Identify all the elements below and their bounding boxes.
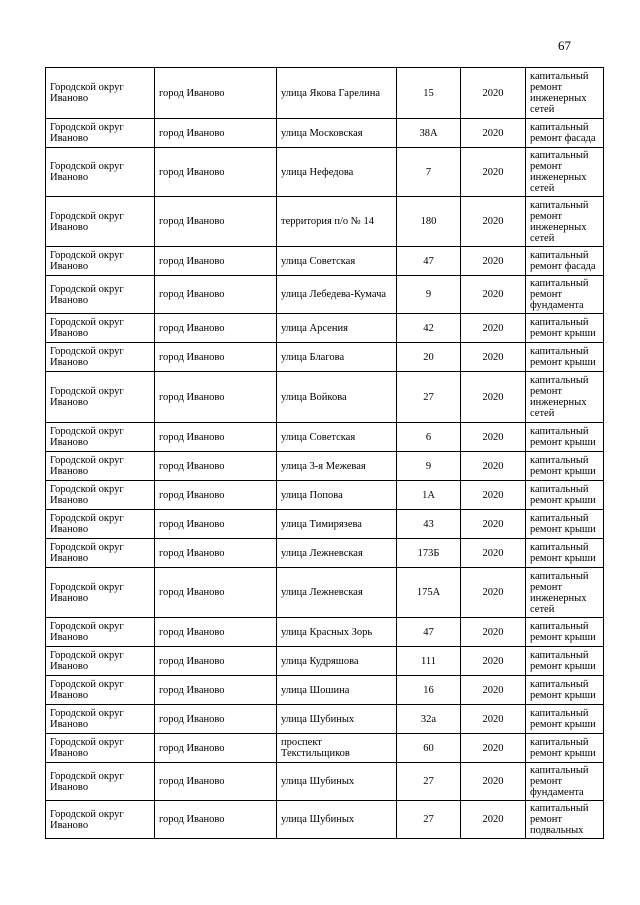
house-cell: 180: [397, 197, 461, 247]
district-cell: Городской округ Иваново: [46, 276, 155, 314]
work-type-cell: капитальный ремонт крыши: [526, 423, 604, 452]
work-type-cell: капитальный ремонт фасада: [526, 119, 604, 148]
city-cell: город Иваново: [155, 247, 277, 276]
street-cell: улица Якова Гарелина: [277, 68, 397, 119]
year-cell: 2020: [461, 314, 526, 343]
work-type-cell: капитальный ремонт крыши: [526, 452, 604, 481]
district-cell: Городской округ Иваново: [46, 452, 155, 481]
house-cell: 27: [397, 372, 461, 423]
table-row: [46, 119, 604, 148]
table-row: [46, 801, 604, 839]
house-cell: 27: [397, 801, 461, 839]
year-cell: 2020: [461, 801, 526, 839]
year-cell: 2020: [461, 148, 526, 197]
year-cell: 2020: [461, 647, 526, 676]
city-cell: город Иваново: [155, 539, 277, 568]
district-cell: Городской округ Иваново: [46, 197, 155, 247]
district-cell: Городской округ Иваново: [46, 148, 155, 197]
city-cell: город Иваново: [155, 276, 277, 314]
street-cell: улица Шошина: [277, 676, 397, 705]
table-row: [46, 763, 604, 801]
year-cell: 2020: [461, 68, 526, 119]
street-cell: территория п/о № 14: [277, 197, 397, 247]
city-cell: город Иваново: [155, 452, 277, 481]
repair-registry-table: [45, 67, 604, 839]
district-cell: Городской округ Иваново: [46, 481, 155, 510]
year-cell: 2020: [461, 247, 526, 276]
house-cell: 1А: [397, 481, 461, 510]
work-type-cell: капитальный ремонт крыши: [526, 734, 604, 763]
table-row: [46, 510, 604, 539]
city-cell: город Иваново: [155, 68, 277, 119]
district-cell: Городской округ Иваново: [46, 801, 155, 839]
work-type-cell: капитальный ремонт фасада: [526, 247, 604, 276]
house-cell: 16: [397, 676, 461, 705]
year-cell: 2020: [461, 481, 526, 510]
district-cell: Городской округ Иваново: [46, 705, 155, 734]
city-cell: город Иваново: [155, 314, 277, 343]
work-type-cell: капитальный ремонт инженерных сетей: [526, 372, 604, 423]
work-type-cell: капитальный ремонт крыши: [526, 539, 604, 568]
house-cell: 175А: [397, 568, 461, 618]
street-cell: улица Благова: [277, 343, 397, 372]
table-row: [46, 539, 604, 568]
city-cell: город Иваново: [155, 705, 277, 734]
work-type-cell: капитальный ремонт подвальных: [526, 801, 604, 839]
city-cell: город Иваново: [155, 423, 277, 452]
city-cell: город Иваново: [155, 763, 277, 801]
district-cell: Городской округ Иваново: [46, 734, 155, 763]
house-cell: 47: [397, 247, 461, 276]
house-cell: 7: [397, 148, 461, 197]
table-row: [46, 568, 604, 618]
table-row: [46, 452, 604, 481]
table-row: [46, 481, 604, 510]
year-cell: 2020: [461, 734, 526, 763]
street-cell: улица Советская: [277, 247, 397, 276]
street-cell: улица Тимирязева: [277, 510, 397, 539]
house-cell: 60: [397, 734, 461, 763]
year-cell: 2020: [461, 452, 526, 481]
table-row: [46, 197, 604, 247]
year-cell: 2020: [461, 119, 526, 148]
district-cell: Городской округ Иваново: [46, 343, 155, 372]
house-cell: 15: [397, 68, 461, 119]
table-row: [46, 734, 604, 763]
work-type-cell: капитальный ремонт крыши: [526, 705, 604, 734]
year-cell: 2020: [461, 372, 526, 423]
table-row: [46, 423, 604, 452]
house-cell: 20: [397, 343, 461, 372]
district-cell: Городской округ Иваново: [46, 119, 155, 148]
street-cell: улица Советская: [277, 423, 397, 452]
table-row: [46, 314, 604, 343]
work-type-cell: капитальный ремонт крыши: [526, 510, 604, 539]
district-cell: Городской округ Иваново: [46, 618, 155, 647]
work-type-cell: капитальный ремонт крыши: [526, 676, 604, 705]
street-cell: улица Кудряшова: [277, 647, 397, 676]
work-type-cell: капитальный ремонт инженерных сетей: [526, 148, 604, 197]
house-cell: 47: [397, 618, 461, 647]
city-cell: город Иваново: [155, 197, 277, 247]
street-cell: улица Шубиных: [277, 801, 397, 839]
work-type-cell: капитальный ремонт инженерных сетей: [526, 68, 604, 119]
district-cell: Городской округ Иваново: [46, 423, 155, 452]
district-cell: Городской округ Иваново: [46, 763, 155, 801]
year-cell: 2020: [461, 568, 526, 618]
street-cell: улица 3-я Межевая: [277, 452, 397, 481]
table-row: [46, 705, 604, 734]
district-cell: Городской округ Иваново: [46, 372, 155, 423]
district-cell: Городской округ Иваново: [46, 568, 155, 618]
city-cell: город Иваново: [155, 510, 277, 539]
district-cell: Городской округ Иваново: [46, 247, 155, 276]
year-cell: 2020: [461, 705, 526, 734]
table-row: [46, 276, 604, 314]
street-cell: улица Лежневская: [277, 568, 397, 618]
street-cell: улица Красных Зорь: [277, 618, 397, 647]
district-cell: Городской округ Иваново: [46, 676, 155, 705]
work-type-cell: капитальный ремонт фундамента: [526, 763, 604, 801]
district-cell: Городской округ Иваново: [46, 539, 155, 568]
city-cell: город Иваново: [155, 119, 277, 148]
year-cell: 2020: [461, 763, 526, 801]
work-type-cell: капитальный ремонт инженерных сетей: [526, 197, 604, 247]
house-cell: 43: [397, 510, 461, 539]
street-cell: улица Попова: [277, 481, 397, 510]
city-cell: город Иваново: [155, 568, 277, 618]
house-cell: 32а: [397, 705, 461, 734]
city-cell: город Иваново: [155, 676, 277, 705]
district-cell: Городской округ Иваново: [46, 68, 155, 119]
street-cell: улица Лебедева-Кумача: [277, 276, 397, 314]
work-type-cell: капитальный ремонт инженерных сетей: [526, 568, 604, 618]
city-cell: город Иваново: [155, 148, 277, 197]
year-cell: 2020: [461, 276, 526, 314]
table-row: [46, 676, 604, 705]
work-type-cell: капитальный ремонт крыши: [526, 314, 604, 343]
city-cell: город Иваново: [155, 618, 277, 647]
work-type-cell: капитальный ремонт крыши: [526, 481, 604, 510]
street-cell: улица Нефедова: [277, 148, 397, 197]
district-cell: Городской округ Иваново: [46, 510, 155, 539]
city-cell: город Иваново: [155, 647, 277, 676]
work-type-cell: капитальный ремонт крыши: [526, 618, 604, 647]
work-type-cell: капитальный ремонт крыши: [526, 343, 604, 372]
table-row: [46, 372, 604, 423]
page-number: 67: [558, 38, 571, 53]
year-cell: 2020: [461, 197, 526, 247]
year-cell: 2020: [461, 676, 526, 705]
year-cell: 2020: [461, 618, 526, 647]
table-row: [46, 618, 604, 647]
street-cell: проспект Текстильщиков: [277, 734, 397, 763]
house-cell: 173Б: [397, 539, 461, 568]
work-type-cell: капитальный ремонт фундамента: [526, 276, 604, 314]
street-cell: улица Войкова: [277, 372, 397, 423]
year-cell: 2020: [461, 423, 526, 452]
house-cell: 38А: [397, 119, 461, 148]
year-cell: 2020: [461, 539, 526, 568]
city-cell: город Иваново: [155, 734, 277, 763]
table-row: [46, 343, 604, 372]
year-cell: 2020: [461, 510, 526, 539]
table-row: [46, 247, 604, 276]
district-cell: Городской округ Иваново: [46, 314, 155, 343]
city-cell: город Иваново: [155, 372, 277, 423]
house-cell: 42: [397, 314, 461, 343]
city-cell: город Иваново: [155, 343, 277, 372]
house-cell: 27: [397, 763, 461, 801]
street-cell: улица Лежневская: [277, 539, 397, 568]
district-cell: Городской округ Иваново: [46, 647, 155, 676]
street-cell: улица Шубиных: [277, 705, 397, 734]
street-cell: улица Арсения: [277, 314, 397, 343]
table-row: [46, 148, 604, 197]
table-row: [46, 68, 604, 119]
house-cell: 9: [397, 276, 461, 314]
house-cell: 111: [397, 647, 461, 676]
city-cell: город Иваново: [155, 481, 277, 510]
city-cell: город Иваново: [155, 801, 277, 839]
house-cell: 9: [397, 452, 461, 481]
year-cell: 2020: [461, 343, 526, 372]
house-cell: 6: [397, 423, 461, 452]
street-cell: улица Московская: [277, 119, 397, 148]
work-type-cell: капитальный ремонт крыши: [526, 647, 604, 676]
table-row: [46, 647, 604, 676]
street-cell: улица Шубиных: [277, 763, 397, 801]
